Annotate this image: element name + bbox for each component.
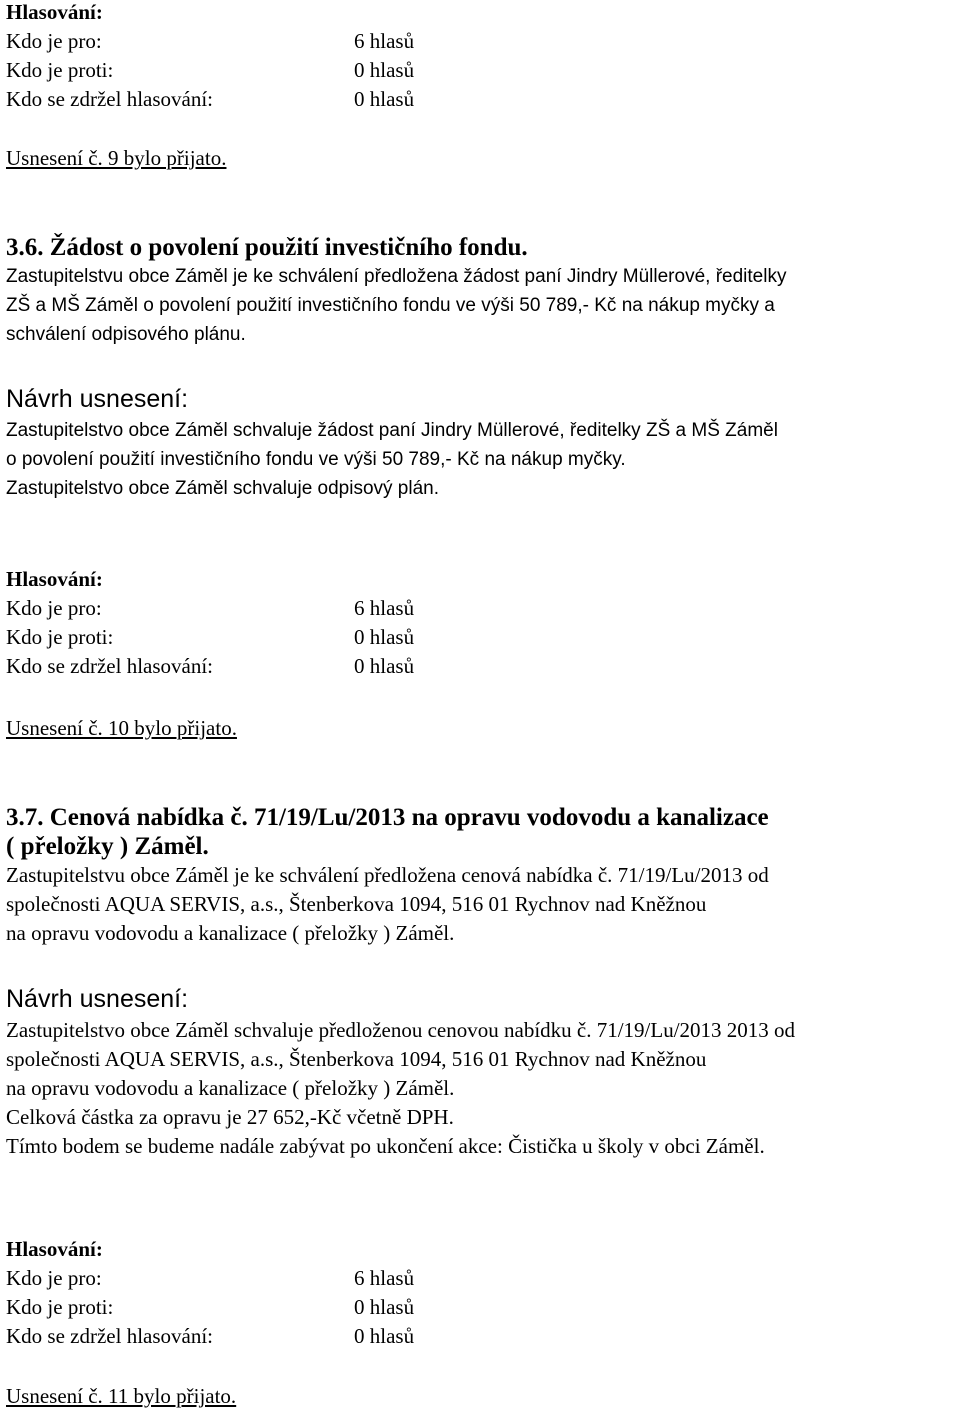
vote-value: 0 hlasů — [354, 625, 415, 649]
vote-value: 6 hlasů — [354, 29, 415, 53]
vote-block-10 — [6, 565, 960, 681]
section-3-6 — [6, 233, 960, 349]
paragraph-line: Zastupitelstvo obce Záměl schvaluje předloženou cenovou nabídku č. 71/19/Lu/2013 2013 od — [6, 1018, 796, 1042]
vote-value: 0 hlasů — [354, 58, 415, 82]
paragraph-line: na opravu vodovodu a kanalizace ( přeložky ) Záměl. — [6, 1076, 455, 1100]
paragraph-line: Zastupitelstvu obce Záměl je ke schválení předložena cenová nabídka č. 71/19/Lu/2013 od — [6, 863, 769, 887]
vote-row-for — [6, 594, 960, 623]
vote-row-against — [6, 623, 960, 652]
vote-heading: Hlasování: — [6, 567, 103, 591]
section-title: 3.6. Žádost o povolení použití investičního fondu. — [6, 234, 528, 261]
resolution-result-9 — [6, 144, 960, 173]
paragraph-line: Zastupitelstvu obce Záměl je ke schválení předložena žádost paní Jindry Müllerové, ředitelky — [6, 266, 787, 287]
vote-block-11 — [6, 1235, 960, 1351]
paragraph-line: Zastupitelstvo obce Záměl schvaluje žádost paní Jindry Müllerové, ředitelky ZŠ a MŠ Záměl — [6, 420, 778, 441]
vote-row-for — [6, 1264, 960, 1293]
vote-value: 0 hlasů — [354, 1295, 415, 1319]
paragraph-line: společnosti AQUA SERVIS, a.s., Štenberkova 1094, 516 01 Rychnov nad Kněžnou — [6, 892, 707, 916]
resolution-result: Usnesení č. 11 bylo přijato. — [6, 1384, 237, 1408]
vote-label: Kdo je proti: — [6, 1295, 114, 1319]
vote-heading: Hlasování: — [6, 1237, 103, 1261]
vote-label: Kdo se zdržel hlasování: — [6, 87, 214, 111]
vote-label: Kdo se zdržel hlasování: — [6, 1324, 214, 1348]
vote-row-for — [6, 27, 960, 56]
section-3-7 — [6, 803, 960, 948]
vote-row-abstain — [6, 652, 960, 681]
vote-heading: Hlasování: — [6, 0, 103, 24]
resolution-proposal-heading: Návrh usnesení: — [6, 385, 189, 413]
vote-row-abstain — [6, 1322, 960, 1351]
vote-block-9 — [6, 0, 960, 114]
paragraph-line: o povolení použití investičního fondu ve výši 50 789,- Kč na nákup myčky. — [6, 449, 626, 470]
vote-label: Kdo je pro: — [6, 596, 102, 620]
resolution-result-11 — [6, 1382, 960, 1411]
paragraph-line: společnosti AQUA SERVIS, a.s., Štenberkova 1094, 516 01 Rychnov nad Kněžnou — [6, 1047, 707, 1071]
vote-row-against — [6, 56, 960, 85]
vote-label: Kdo je proti: — [6, 625, 114, 649]
resolution-result-10 — [6, 714, 960, 743]
vote-value: 6 hlasů — [354, 1266, 415, 1290]
resolution-result: Usnesení č. 9 bylo přijato. — [6, 146, 227, 170]
paragraph-line: Zastupitelstvo obce Záměl schvaluje odpisový plán. — [6, 478, 440, 499]
vote-label: Kdo se zdržel hlasování: — [6, 654, 214, 678]
vote-label: Kdo je pro: — [6, 1266, 102, 1290]
vote-value: 6 hlasů — [354, 596, 415, 620]
paragraph-line: schválení odpisového plánu. — [6, 324, 246, 345]
resolution-proposal-3-6 — [6, 382, 960, 503]
vote-value: 0 hlasů — [354, 654, 415, 678]
paragraph-line: Celková částka za opravu je 27 652,-Kč včetně DPH. — [6, 1105, 454, 1129]
resolution-result: Usnesení č. 10 bylo přijato. — [6, 716, 237, 740]
paragraph-line: na opravu vodovodu a kanalizace ( přeložky ) Záměl. — [6, 921, 455, 945]
vote-row-against — [6, 1293, 960, 1322]
resolution-proposal-3-7 — [6, 982, 960, 1161]
vote-value: 0 hlasů — [354, 1324, 415, 1348]
vote-row-abstain — [6, 85, 960, 114]
vote-value: 0 hlasů — [354, 87, 415, 111]
section-title: 3.7. Cenová nabídka č. 71/19/Lu/2013 na opravu vodovodu a kanalizace — [6, 804, 769, 831]
paragraph-line: Tímto bodem se budeme nadále zabývat po ukončení akce: Čistička u školy v obci Záměl. — [6, 1134, 765, 1158]
section-title: ( přeložky ) Záměl. — [6, 833, 209, 860]
vote-label: Kdo je proti: — [6, 58, 114, 82]
paragraph-line: ZŠ a MŠ Záměl o povolení použití investičního fondu ve výši 50 789,- Kč na nákup myčky a — [6, 295, 775, 316]
resolution-proposal-heading: Návrh usnesení: — [6, 985, 189, 1013]
vote-label: Kdo je pro: — [6, 29, 102, 53]
